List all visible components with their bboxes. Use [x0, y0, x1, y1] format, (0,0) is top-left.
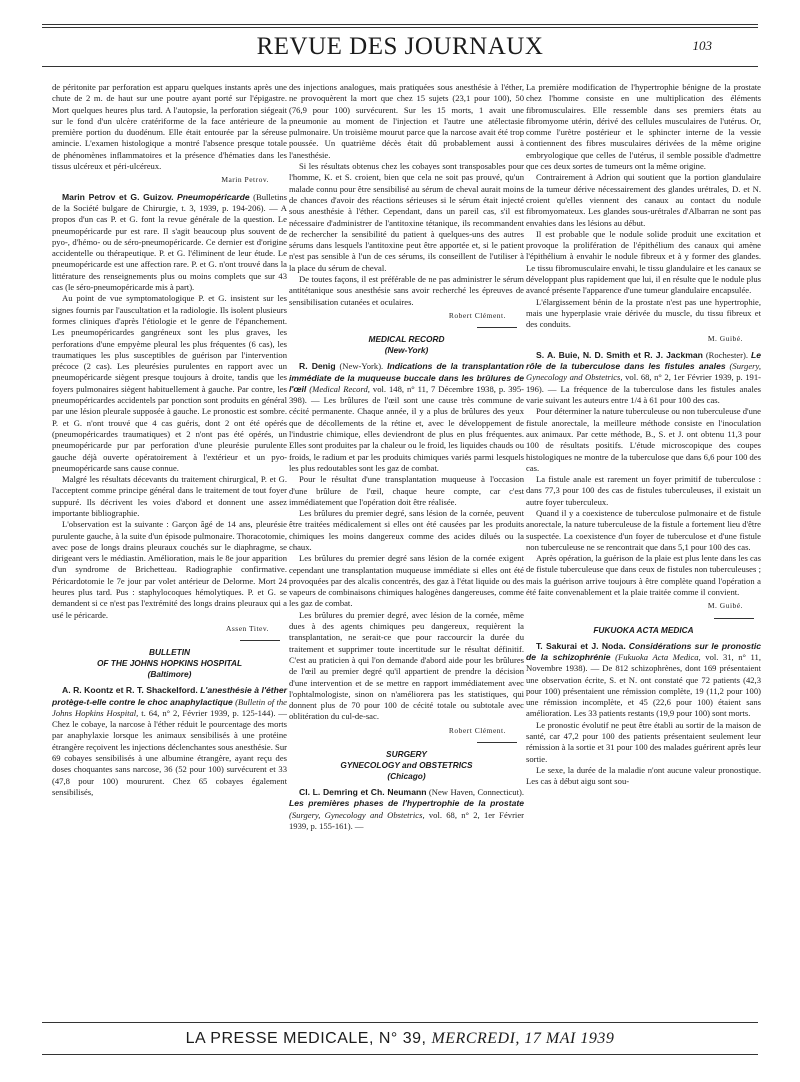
section-heading: FUKUOKA ACTA MEDICA — [593, 624, 694, 635]
abstract-entry — [526, 350, 761, 406]
column-3 — [526, 82, 761, 788]
page-number: 103 — [692, 38, 712, 53]
footer-journal: LA PRESSE MEDICALE, N° 39, — [185, 1030, 427, 1047]
paragraph: La fistule anale est rarement un foyer primitif de tuberculose : dans 77,3 pour 100 des cas de fistules tuberculeuses, il existait un autre foyer tuberculeux. — [526, 474, 761, 507]
signature: M. Guibé. — [707, 333, 743, 343]
abstract-entry — [526, 641, 761, 720]
paragraph: Contrairement à Adrion qui soutient que la portion glandulaire de la tumeur dérive nécessairement des glandes urétrales, D. et N. croient qu'elles viennent des canaux au contact du nodule fibromyomateux. Les glandes sous-urétrales d'Albarran ne sont pas envahies dans les lésions au début. — [526, 172, 761, 228]
entry-source: (Bulletin of the Johns Hopkins Hospital, — [52, 696, 287, 718]
paragraph: Pour le résultat d'une transplantation muqueuse à l'occasion d'une brûlure de l'œil, chaque heure compte, car c'est immédiatement que l'opération doit être réalisée. — [289, 474, 524, 507]
header-bottom-rule — [42, 66, 758, 67]
section-heading-line2: GYNECOLOGY and OBSTETRICS — [340, 760, 473, 771]
signature: Marin Petrov. — [221, 175, 269, 185]
section-location: (New-York) — [384, 345, 429, 356]
section-heading: SURGERY — [386, 749, 427, 760]
paragraph: L'élargissement bénin de la prostate n'est pas une hypertrophie, mais une hyperplasie vraie dérivée du muscle, du tissu fibreux et des conduits. — [526, 296, 761, 330]
paragraph: Malgré les résultats décevants du traitement chirurgical, P. et G. l'acceptent comme principe général dans le traitement de tout foyer suppuré. Ils décrivent les voies d'abord et donnent une assez importante bibliographie. — [52, 474, 287, 518]
entry-body: (Bulletins de la Société bulgare de Chirurgie, t. 3, 1939, p. 194-206). — A propos d'un cas P. et G. font la revue générale de la question. Le pneumopéricarde pur est rare. Il s'agit beaucoup plus souvent de pyo-, d'hémo- ou de séro-pneumopéricarde. Ce dernier est d'origine accidentelle ou thérapeutique. P. et G. l'éliminent de leur étude. Le pneumopéricarde est une affection rare. P. et G. n'ont trouvé dans la littérature des renseignements plus ou moins complets que sur 43 cas (le séro-pneumopéricarde mis à part). — [52, 191, 288, 293]
entry-body: vol. 31, n° 11, Novembre 1938). — De 812 schizophrènes, dont 169 présentaient une observation écrite, S. et N. ont constaté que 72 patients (42,3 pour 100) présentaient une rémission complète, 19 (11,2 pour 100) une rémission incomplète, et 45 (22,6 pour 100) étaient sans amélioration. Les 33 patients restants (19,9 pour 100) sont morts. — [526, 651, 761, 719]
divider — [714, 618, 754, 619]
signature: Robert Clément. — [448, 310, 506, 320]
entry-authors: Cl. L. Demring et Ch. Neumann — [299, 787, 427, 798]
entry-title: Indications de la transplantation immédiate de la muqueuse buccale dans les brûlures de l'œil — [289, 361, 524, 394]
section-location: (Baltimore) — [147, 669, 192, 680]
paragraph: Il est probable que le nodule solide produit une excitation et provoque la prolifération de l'épithélium des canaux qui amène l'épithélium à envahir le nodule fibreux et à y former des glandes. Le tissu fibromusculaire envahi, le tissu glandulaire et les canaux se développant plus rapidement que lui, il en résulte que le nodule plus avancé présente l'apparence d'une tumeur glandulaire encapsulée. — [526, 228, 761, 296]
signature: Assen Titev. — [225, 623, 269, 633]
paragraph: L'observation est la suivante : Garçon âgé de 14 ans, pleurésie purulente gauche, à la suite d'un épisode pulmonaire. Thoracotomie, avec pose de longs drains pleuraux couchés sur le diaphragme, se dirigeant vers le médiastin. Amélioration, mais le 8e jour apparition d'un syndrome de Brichetteau. Radiographie confirmative. Péricardotomie le 7e jour par volet antérieur de Delorme. Mort 24 heures plus tard. Pus : staphylocoques hémolytiques. P. et G. se demandent si ce n'est pas l'extrémité des longs drains pleuraux qui a usé le péricarde. — [52, 519, 287, 620]
paragraph: Les brûlures du premier degré, avec lésion de la cornée, même dues à des agents chimiques peu dangereux, requièrent la transplantation, ne serait-ce que pour raccourcir la durée du traitement et supprimer toute incertitude sur le résultat définitif. C'est au praticien à qui l'on demande d'abord aide pour les brûlures de l'œil au premier degré qu'il appartient de prendre la décision d'une intervention et de se mettre en rapport immédiatement avec l'ophtalmologiste, sinon on n'améliorera pas les statistiques, qui donnent plus de 70 pour 100 de cécité totale ou subtotale avec oblitération du cul-de-sac. — [289, 609, 524, 722]
abstract-entry — [289, 787, 524, 832]
footer-top-rule — [42, 1022, 758, 1023]
paragraph: Quand il y a coexistence de tuberculose pulmonaire et de fistule anorectale, la nature tuberculeuse de la fistule a fortement lieu d'être suspectée. La coexistence d'un foyer de tuberculose et d'une fistule non tuberculeuse ne se rencontrait que dans 5,1 pour 100 des cas. — [526, 507, 761, 552]
entry-authors: T. Sakurai et J. Noda. — [536, 640, 626, 651]
entry-authors: R. Denig — [299, 361, 336, 372]
entry-location: (New-York). — [339, 361, 384, 372]
paragraph: Les brûlures du premier degré, sans lésion de la cornée, peuvent être traitées médicalement si elles ont été causées par les produits chimiques les moins dangereux comme des acides dilués ou la chaux. — [289, 508, 524, 552]
paragraph: Le pronostic évolutif ne peut être établi au sortir de la maison de santé, car 47,2 pour 100 des patients présentaient seulement leur rémission à la sortie et 31 pour 100 des malades guérirent après leur sortie. — [526, 719, 761, 764]
paragraph: La première modification de l'hypertrophie bénigne de la prostate chez l'homme consiste en une multiplication des éléments fibromusculaires. Elle ressemble dans ses premiers états au fibromyome utérin, dérivé des cellules musculaires de l'utérus. Or, comme l'urètre postérieur et le sphincter interne de la vessie contiennent des fibres musculaires dérivées de la même origine embryologique que celles de l'utérus, il semble possible d'admettre que ces deux sortes de tumeurs ont la même origine. — [526, 82, 761, 172]
signature: Robert Clément. — [448, 725, 506, 735]
divider — [240, 640, 280, 641]
paragraph: des injections analogues, mais pratiquées sous anesthésie à l'éther, ne provoquèrent la mort que chez 15 sujets (23,1 pour 100), 50 (76,9 pour 100) survécurent. Sur les 15 morts, 1 avait une pneumonie au moment de l'injection et l'autre une atélectasie pulmonaire. Un troisième mourut parce que la narcose avait été trop poussée. Un quatrième décès était dû probablement aussi à l'anesthésie. — [289, 82, 524, 160]
entry-authors: S. A. Buie, N. D. Smith et R. J. Jackman — [536, 349, 703, 360]
paragraph: Les brûlures du premier degré sans lésion de la cornée exigent cependant une transplantation muqueuse immédiate si elles ont été provoquées par des alcalis concentrés, des gaz à l'état liquide ou des vapeurs de combinaisons chimiques halogènes dangereuses, comme les gaz de combat. — [289, 553, 524, 609]
entry-location: (New Haven, Connecticut). — [428, 787, 524, 798]
divider — [477, 742, 517, 743]
signature: M. Guibé. — [707, 601, 743, 611]
header-top-rule-2 — [42, 27, 758, 28]
paragraph: De toutes façons, il est préférable de ne pas administrer le sérum antitétanique sous anesthésie sans avoir recherché les épreuves de sensibilisation cutanées et oculaires. — [289, 274, 524, 307]
section-location: (Chicago) — [387, 771, 426, 782]
entry-body: vol. 148, n° 11, 7 Décembre 1938, p. 395-398). — Les brûlures de l'œil sont une cause très commune de cécité permanente. Chaque année, il y a plus de brûlures des yeux que de décollements de la rétine et, avec le développement de l'industrie chimique, elles deviendront de plus en plus fréquentes. Elles sont produites par la chaleur ou le froid, les liquides chauds ou froids, le radium et par les produits chimiques variés parmi lesquels les plus redoutables sont les gaz de combat. — [289, 383, 525, 473]
paragraph: Pour déterminer la nature tuberculeuse ou non tuberculeuse d'une fistule anorectale, la meilleure méthode consiste en l'inoculation aux animaux. Par cette méthode, B., S. et J. ont obtenu 11,3 pour 100 de résultats positifs. L'étude microscopique des coupes histologiques ne montre de la tuberculose que dans 6,6 pour 100 des cas. — [526, 406, 761, 473]
entry-title: Les premières phases de l'hypertrophie de la prostate — [289, 798, 524, 809]
column-1 — [52, 82, 287, 798]
entry-body: vol. 68, n° 2, 1er Février 1939, p. 191-196). — La fréquence de la tuberculose dans les fistules anales varie suivant les auteurs entre 1/4 à 61 pour 100 des cas. — [526, 372, 762, 406]
entry-title: L'anesthésie à l'éther protège-t-elle contre le choc anaphylactique — [52, 685, 288, 707]
page-header-title: REVUE DES JOURNAUX — [256, 33, 544, 60]
abstract-entry — [289, 361, 524, 474]
header-top-rule — [42, 24, 758, 25]
entry-authors: Marin Petrov et G. Guizov. — [62, 191, 174, 202]
footer-date: MERCREDI, 17 MAI 1939 — [431, 1030, 615, 1047]
paragraph: Si les résultats obtenus chez les cobayes sont transposables pour l'homme, K. et S. croient, bien que cela ne soit pas prouvé, qu'un malade connu pour être sensibilisé au sérum de cheval aurait moins de chances d'avoir des réactions sérieuses si le sérum était injecté sous anesthésie à l'éther. Cependant, dans un pareil cas, s'il est nécessaire d'administrer de l'antitoxine tétanique, ils recommandent de rechercher la sensibilité du patient à quelques-uns des autres sérums dans lesquels l'antitoxine peut être apportée et, si le patient n'est pas sensible à l'un de ces sérums, ils conseillent de l'utiliser à la place du sérum de cheval. — [289, 161, 524, 273]
entry-title: Considérations sur le pronostic de la schizophrénie — [526, 640, 762, 662]
entry-source: (Fukuoka Acta Medica, — [615, 651, 701, 662]
entry-body: t. 64, n° 2, Février 1939, p. 125-144). — Chez le cobaye, la narcose à l'éther réduit le pourcentage des morts par anaphylaxie lorsque les animaux sensibilisés à une protéine étrangère reçoivent les injections déclenchantes sous anesthésie. Sur 69 cobayes sensibilisés à une albumine étrangère, ayant reçu des doses choquantes sans narcose, 36 (52 pour 100) survécurent et 33 (47,8 pour 100) moururent. Chez 65 cobayes également sensibilisés, — [52, 707, 287, 797]
section-heading-line2: OF THE JOHNS HOPKINS HOSPITAL — [96, 658, 243, 669]
section-heading: BULLETIN — [148, 647, 191, 658]
entry-source: (Surgery, Gynecology and Obstetrics, — [526, 361, 761, 383]
footer-bottom-rule — [42, 1054, 758, 1055]
paragraph: de péritonite par perforation est apparu quelques instants après une chute de 2 m. de haut sur une poutre ayant porté sur l'épigastre. Mort quelques heures plus tard. A l'autopsie, la perforation siégeait sur le fond d'un ulcère cratériforme de la face antérieure de la première portion du duodénum. Elle était entourée par la séreuse amincie. L'examen histologique a montré l'absence presque totale de phénomènes inflammatoires et la présence d'hématies dans les tissus ulcéreux et péri-ulcéreux. — [52, 82, 287, 172]
entry-body: vol. 68, n° 2, 1er Février 1939, p. 155-161). — — [289, 809, 524, 831]
paragraph: Au point de vue symptomatologique P. et G. insistent sur les signes fournis par l'auscultation et la radiologie. Ils isolent plusieurs formes cliniques d'après l'étiologie et le genre de l'épanchement. Les pneumopéricardes gangréneux sont les plus graves, les perforations d'une empyème pleural les plus fréquentes (6 cas), les traumatiques les plus susceptibles de guérison par l'intervention précoce (2 cas). Les pleurésies purulentes en rapport avec un pneumopéricarde siègent presque toujours à droite, tandis que les foyers pulmonaires siègent habituellement à gauche. Par contre, les pneumopéricardes accidentels par ponction sont produits en général par une lésion pleurale supposée à gauche. Le pronostic est sombre. P. et G. n'ont trouvé que 4 cas guéris, dont 2 ont été opérés (pneumopéricardes traumatiques) et 2 n'ont pas été opérés, un pneumopéricarde pur par perforation d'une pleurésie purulente gauche déjà ouverte opératoirement à l'extérieur et un pyo-pneumopéricarde sans cause connue. — [52, 293, 287, 473]
entry-location: (Rochester). — [705, 349, 749, 360]
column-2 — [289, 82, 524, 832]
section-heading: MEDICAL RECORD — [368, 334, 445, 345]
entry-source: (Medical Record, — [309, 383, 370, 394]
entry-authors: A. R. Koontz et R. T. Shackelford. — [62, 685, 198, 696]
paragraph: Après opération, la guérison de la plaie est plus lente dans les cas de fistule tuberculeuse que dans ceux de fistules non tuberculeuses ; mais la guérison arrive toujours à être complète quand l'opération a été faite convenablement et la plaie traitée comme il convient. — [526, 553, 761, 598]
abstract-entry — [52, 192, 287, 294]
entry-source: (Surgery, Gynecology and Obstetrics, — [289, 809, 425, 820]
paragraph: Le sexe, la durée de la maladie n'ont aucune valeur pronostique. Les cas à début aigu sont sou- — [526, 764, 761, 787]
entry-title: Le rôle de la tuberculose dans les fistules anales — [526, 349, 761, 372]
entry-title: Pneumopéricarde — [177, 191, 250, 202]
page-footer — [0, 1030, 800, 1048]
abstract-entry — [52, 685, 287, 798]
divider — [477, 327, 517, 328]
